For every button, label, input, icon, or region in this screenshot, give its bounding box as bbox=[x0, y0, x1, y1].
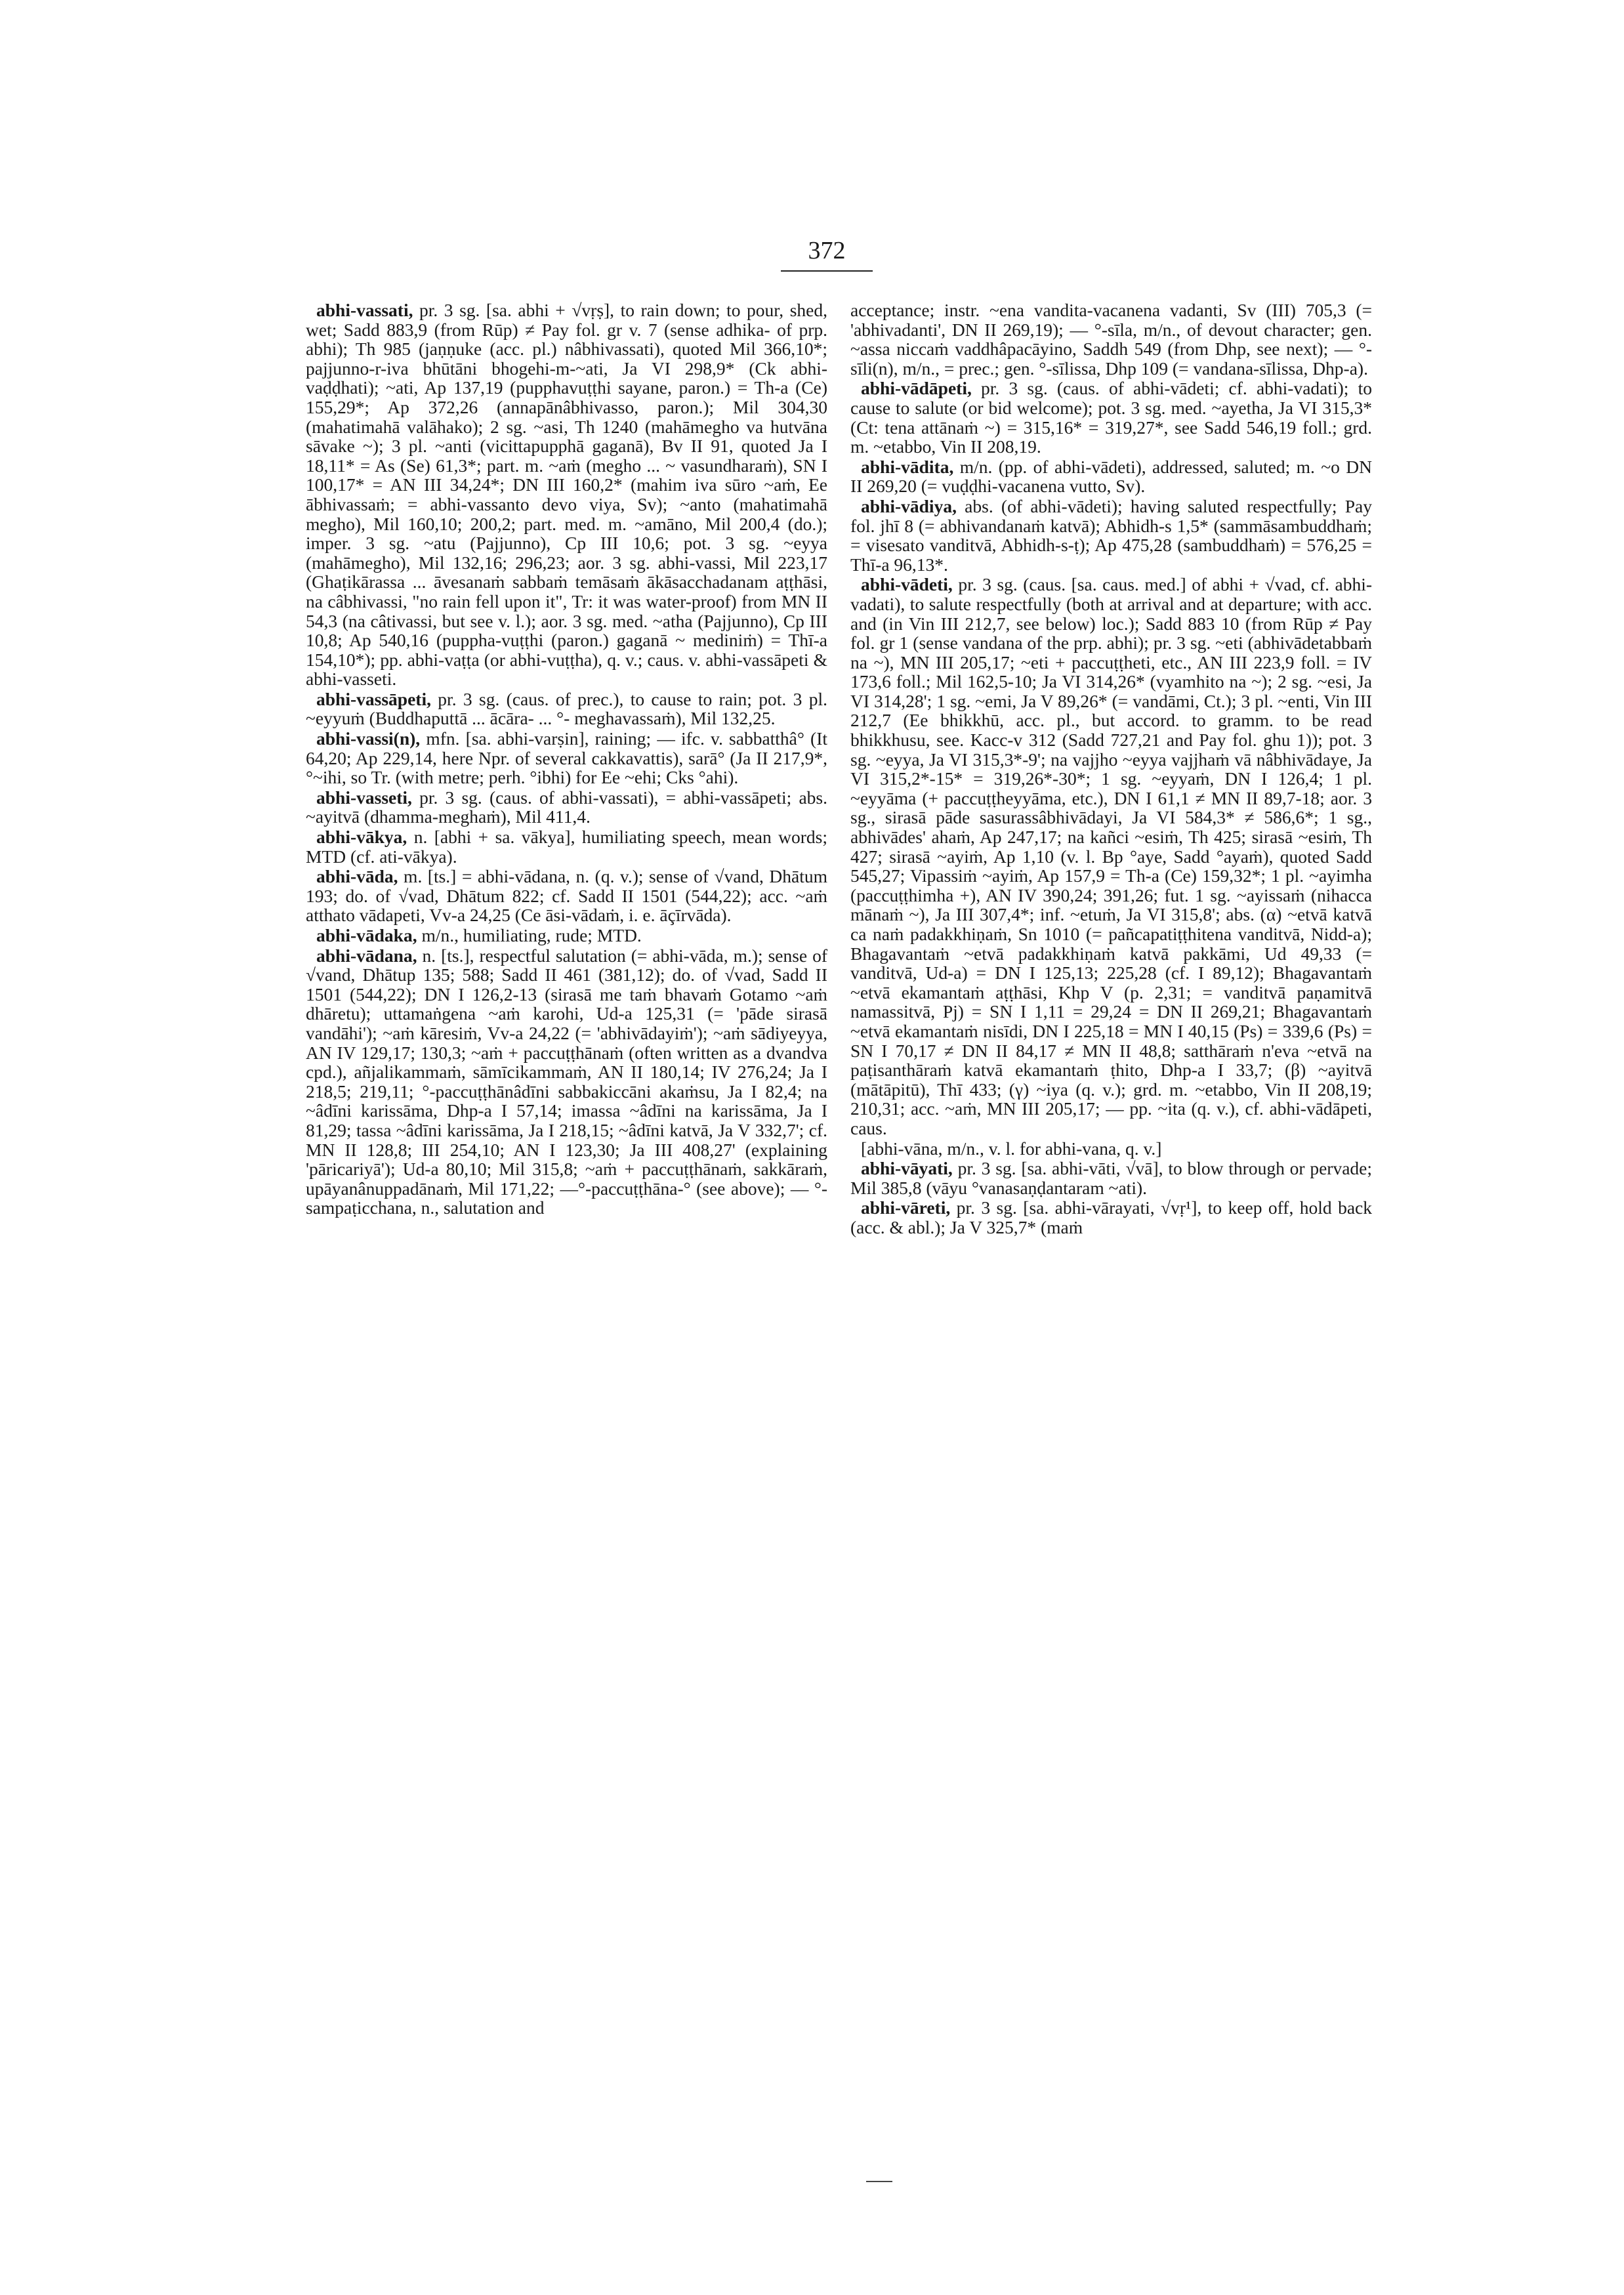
entry-body: pr. 3 sg. (caus. of abhi-vassati), = abhi-vassāpeti; abs. ~ayitvā (dhamma-meghaṁ), Mil 411,4. bbox=[306, 787, 827, 827]
dictionary-entry bbox=[850, 1159, 1372, 1197]
entry-body: pr. 3 sg. (caus. of prec.), to cause to rain; pot. 3 pl. ~eyyuṁ (Buddhaputtā ... ācāra- ... °- meghavassaṁ), Mil 132,25. bbox=[306, 688, 827, 729]
entry-headword: abhi-vādana, bbox=[316, 945, 417, 966]
dictionary-entry bbox=[306, 926, 827, 945]
entry-body: pr. 3 sg. (caus. [sa. caus. med.] of abhi + √vad, cf. abhi-vadati), to salute respectfully (both at arrival and at departure; with acc. and (in Vin III 212,7, see below) loc.); Sadd 883 10 (from Rūp ≠ Pay fol. gr 1 (sense vandana of the prp. abhi); pr. 3 sg. ~eti (abhivādetabbaṁ na ~), MN III 205,17; ~eti + paccuṭṭheti, etc., AN III 223,9 foll. = IV 173,6 foll.; Mil 162,5-10; Ja VI 314,26* (vyamhito na ~); 2 sg. ~esi, Ja VI 314,28'; 1 sg. ~emi, Ja V 89,26* (= vandāmi, Ct.); 3 pl. ~enti, Vin III 212,7 (Ee bhikkhū, acc. pl., but accord. to gramm. to be read bhikkhusu, see. Kacc-v 312 (Sadd 727,21 and Pay fol. ghu 1)); pot. 3 sg. ~eyya, Ja VI 315,3*-9'; na vajjho ~eyya vajjhaṁ vā nâbhivādaye, Ja VI 315,2*-15* = 319,26*-30*; 1 sg. ~eyyaṁ, DN I 126,4; 1 pl. ~eyyāma (+ paccuṭṭheyyāma, etc.), DN I 61,1 ≠ MN II 89,7-18; aor. 3 sg., sirasā pāde sasurassâbhivādayi, Ja VI 584,3* ≠ 586,6*; 1 sg., abhivādes' ahaṁ, Ap 247,17; na kañci ~esiṁ, Th 425; sirasā ~esiṁ, Th 427; sirasā ~ayiṁ, Ap 1,10 (v. l. Bp °aye, Sadd °ayaṁ), quoted Sadd 545,27; Vipassiṁ ~ayiṁ, Ap 157,9 = Th-a (Ce) 159,32*; 1 pl. ~ayimha (paccuṭṭhimha +), AN IV 390,24; 391,26; fut. 1 sg. ~ayissaṁ (nihacca mānaṁ ~), Ja III 307,4*; inf. ~etuṁ, Ja VI 315,8'; abs. (α) ~etvā katvā ca naṁ padakkhiṇaṁ, Sn 1010 (= pañcapatiṭṭhitena vanditvā, Nidd-a); Bhagavantaṁ ~etvā padakkhiṇaṁ katvā pakkāmi, Ud 49,33 (= vanditvā, Ud-a) = DN I 125,13; 225,28 (cf. I 89,12); Bhagavantaṁ ~etvā ekamantaṁ aṭṭhāsi, Khp V (p. 2,31; = vanditvā paṇamitvā namassitvā, Pj) = SN I 1,11 = 29,24 = DN II 269,21; Bhagavantaṁ ~etvā ekamantaṁ nisīdi, DN I 225,18 = MN I 40,15 (Ps) = 339,6 (Ps) = SN I 70,17 ≠ DN II 84,17 ≠ MN II 48,8; satthāraṁ n'eva ~etvā na paṭisanthāraṁ katvā ekamantaṁ ṭhito, Dhp-a I 33,7; (β) ~ayitvā (mātāpitū), Thī 433; (γ) ~iya (q. v.); grd. m. ~etabbo, Vin II 208,19; 210,31; acc. ~aṁ, MN III 205,17; — pp. ~ita (q. v.), cf. abhi-vādāpeti, caus. bbox=[850, 574, 1372, 1138]
entry-body: abs. (of abhi-vādeti); having saluted respectfully; Pay fol. jhī 8 (= abhivandanaṁ katvā); Abhidh-s 1,5* (sammāsambuddhaṁ; = visesato vanditvā, Abhidh-s-ṭ); Ap 475,28 (sambuddhaṁ) = 576,25 = Thī-a 96,13*. bbox=[850, 495, 1372, 575]
dictionary-entry bbox=[850, 379, 1372, 456]
entry-headword: abhi-vāyati, bbox=[861, 1158, 953, 1179]
entry-headword: abhi-vassāpeti, bbox=[316, 688, 431, 709]
entry-body: pr. 3 sg. [sa. abhi + √vṛṣ], to rain down; to pour, shed, wet; Sadd 883,9 (from Rūp) ≠ Pay fol. gr v. 7 (sense adhika- of prp. abhi); Th 985 (jaṇṇuke (acc. pl.) nâbhivassati), quoted Mil 366,10*; pajjunno-r-iva bhūtāni bhogehi-m-~ati, Ja VI 298,9* (Ck abhi-vaḍḍhati); ~ati, Ap 137,19 (pupphavuṭṭhi sayane, paron.) = Th-a (Ce) 155,29*; Ap 372,26 (annapānâbhivasso, paron.); Mil 304,30 (mahatimahā valāhako); 2 sg. ~asi, Th 1240 (mahāmegho va hutvāna sāvake ~); 3 pl. ~anti (vicittapupphā gaganā), Bv II 91, quoted Ja I 18,11* = As (Se) 61,3*; part. m. ~aṁ (megho ... ~ vasundharaṁ), SN I 100,17* = AN III 34,24*; DN III 160,2* (mahim iva sūro ~aṁ, Ee ābhivassaṁ; = abhi-vassanto devo viya, Sv); ~anto (mahatimahā megho), Mil 160,10; 200,2; part. med. m. ~amāno, Mil 200,4 (do.); imper. 3 sg. ~atu (Pajjunno), Cp III 10,6; pot. 3 sg. ~eyya (mahāmegho), Mil 132,16; 296,23; aor. 3 sg. abhi-vassi, Mil 223,17 (Ghaṭikārassa ... āvesanaṁ sabbaṁ temāsaṁ ākāsacchadanam aṭṭhāsi, na câbhivassi, "no rain fell upon it", Tr: it was water-proof) from MN II 54,3 (na câtivassi, but see v. l.); aor. 3 sg. med. ~atha (Pajjunno), Cp III 10,8; Ap 540,16 (puppha-vuṭṭhi (paron.) gaganā ~ mediniṁ) = Thī-a 154,10*); pp. abhi-vaṭṭa (or abhi-vuṭṭha), q. v.; caus. v. abhi-vassāpeti & abhi-vasseti. bbox=[306, 300, 827, 690]
left-column bbox=[306, 300, 827, 1218]
entry-body: m/n., humiliating, rude; MTD. bbox=[417, 925, 642, 945]
dictionary-entry bbox=[850, 575, 1372, 1138]
entry-body: [abhi-vāna, m/n., v. l. for abhi-vana, q. v.] bbox=[861, 1138, 1162, 1159]
entry-headword: abhi-vādāpeti, bbox=[861, 378, 972, 399]
entry-headword: abhi-vasseti, bbox=[316, 787, 412, 808]
dictionary-entry bbox=[306, 867, 827, 925]
right-column bbox=[850, 300, 1372, 1238]
entry-body: n. [abhi + sa. vākya], humiliating speech, mean words; MTD (cf. ati-vākya). bbox=[306, 827, 827, 867]
dictionary-entry bbox=[850, 497, 1372, 574]
entry-body: mfn. [sa. abhi-varṣin], raining; — ifc. v. sabbatthâ° (It 64,20; Ap 229,14, here Npr. of several cakkavattis), sarā° (Ja II 217,9*, °~ihi, so Tr. (with metre; perh. °ibhi) for Ee ~ehi; Cks °ahi). bbox=[306, 728, 827, 788]
dictionary-entry bbox=[306, 827, 827, 866]
entry-headword: abhi-vādiya, bbox=[861, 495, 957, 516]
entry-body: acceptance; instr. ~ena vandita-vacanena vadanti, Sv (III) 705,3 (= 'abhivadanti', DN II 269,19); — °-sīla, m/n., of devout character; gen. ~assa niccaṁ vaddhâpacāyino, Saddh 549 (from Dhp, see next); — °-sīli(n), m/n., = prec.; gen. °-sīlissa, Dhp 109 (= vandana-sīlissa, Dhp-a). bbox=[850, 300, 1372, 379]
entry-headword: abhi-vāda, bbox=[316, 866, 398, 887]
entry-headword: abhi-vāreti, bbox=[861, 1197, 951, 1218]
dictionary-entry bbox=[306, 690, 827, 728]
dictionary-entry bbox=[306, 729, 827, 787]
dictionary-entry bbox=[306, 300, 827, 689]
entry-headword: abhi-vassati, bbox=[316, 300, 413, 320]
entry-body: pr. 3 sg. [sa. abhi-vārayati, √vṛ¹], to keep off, hold back (acc. & abl.); Ja V 325,7* (maṁ bbox=[850, 1197, 1372, 1237]
page-number-underline bbox=[781, 270, 873, 272]
entry-body: m. [ts.] = abhi-vādana, n. (q. v.); sense of √vand, Dhātum 193; do. of √vad, Dhātum 822; cf. Sadd II 1501 (544,22); acc. ~aṁ atthato vādapeti, Vv-a 24,25 (Ce āsi-vādaṁ, i. e. āçīrvāda). bbox=[306, 866, 827, 926]
dictionary-entry bbox=[306, 946, 827, 1218]
entry-body: pr. 3 sg. [sa. abhi-vāti, √vā], to blow through or pervade; Mil 385,8 (vāyu °vanasaṇḍantaram ~ati). bbox=[850, 1158, 1372, 1198]
dictionary-entry bbox=[850, 1139, 1372, 1159]
dictionary-entry-continued bbox=[850, 300, 1372, 378]
dictionary-entry bbox=[306, 788, 827, 827]
dictionary-entry bbox=[850, 1198, 1372, 1237]
dictionary-entry bbox=[850, 457, 1372, 496]
entry-headword: abhi-vassi(n), bbox=[316, 728, 421, 749]
entry-body: m/n. (pp. of abhi-vādeti), addressed, saluted; m. ~o DN II 269,20 (= vuḍḍhi-vacanena vutto, Sv). bbox=[850, 456, 1372, 497]
page-number: 372 bbox=[808, 237, 846, 264]
entry-body: pr. 3 sg. (caus. of abhi-vādeti; cf. abhi-vadati); to cause to salute (or bid welcome); pot. 3 sg. med. ~ayetha, Ja VI 315,3* (Ct: tena attānaṁ ~) = 315,16* = 319,27*, see Sadd 546,19 foll.; grd. m. ~etabbo, Vin II 208,19. bbox=[850, 378, 1372, 457]
entry-headword: abhi-vādita, bbox=[861, 456, 954, 477]
entry-headword: abhi-vākya, bbox=[316, 827, 407, 848]
entry-body: n. [ts.], respectful salutation (= abhi-vāda, m.); sense of √vand, Dhātup 135; 588; Sadd II 461 (381,12); do. of √vad, Sadd II 1501 (544,22); DN I 126,2-13 (sirasā me taṁ bhavaṁ Gotamo ~aṁ dhāretu); uttamaṅgena ~aṁ karohi, Ud-a 125,31 (= 'pāde sirasā vandāhi'); ~aṁ kāresiṁ, Vv-a 24,22 (= 'abhivādayiṁ'); ~aṁ sādiyeyya, AN IV 129,17; 130,3; ~aṁ + paccuṭṭhānaṁ (often written as a dvandva cpd.), añjalikammaṁ, sāmīcikammaṁ, AN II 180,14; IV 276,24; Ja I 218,5; 219,11; °-paccuṭṭhānâdīni sabbakiccāni akaṁsu, Ja I 82,4; na ~âdīni karissāma, Dhp-a I 57,14; imassa ~âdīni na karissāma, Ja I 81,29; tassa ~âdīni karissāma, Ja I 218,15; ~âdīni katvā, Ja V 332,7'; cf. MN II 128,8; III 254,10; AN I 123,30; Ja III 408,27' (explaining 'pāricariyā'); Ud-a 80,10; Mil 315,8; ~aṁ + paccuṭṭhānaṁ, sakkāraṁ, upāyanânuppadānaṁ, Mil 171,22; —°-paccuṭṭhāna-° (see above); — °-sampaṭicchana, n., salutation and bbox=[306, 945, 827, 1218]
entry-headword: abhi-vādaka, bbox=[316, 925, 417, 945]
entry-headword: abhi-vādeti, bbox=[861, 574, 953, 595]
bottom-mark bbox=[866, 2181, 892, 2182]
